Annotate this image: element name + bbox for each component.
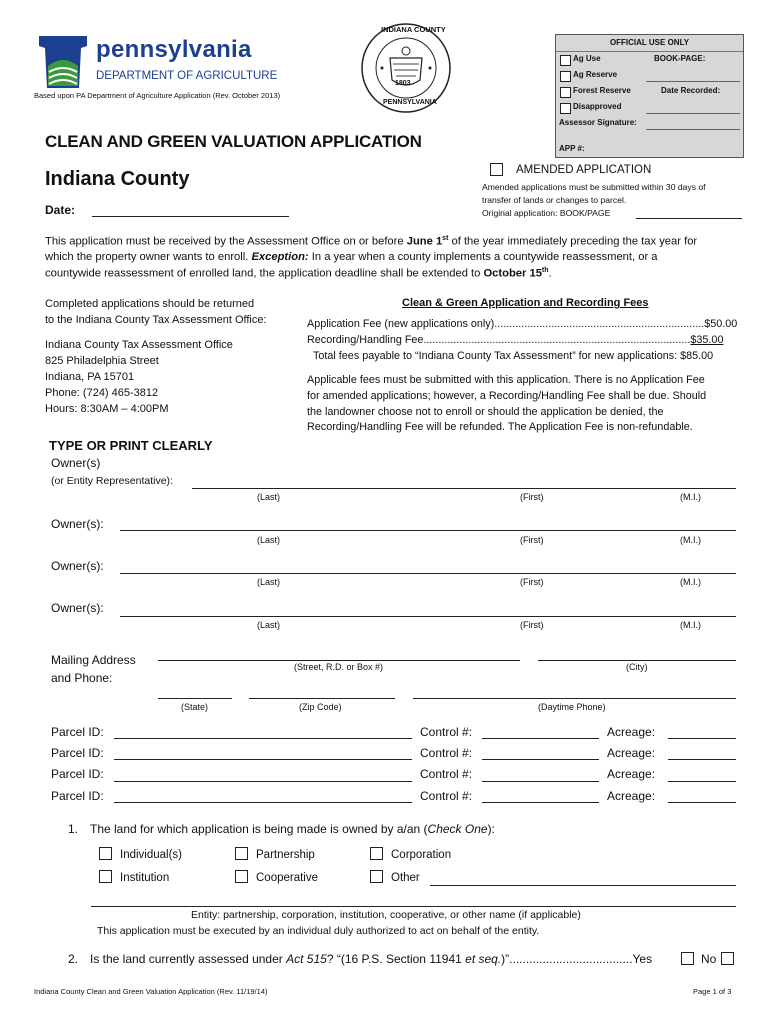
other-label: Other (391, 872, 420, 884)
county-title: Indiana County (45, 168, 190, 190)
no-label: No (701, 952, 717, 966)
form-title: CLEAN AND GREEN VALUATION APPLICATION (45, 132, 422, 151)
seal-year: 1803 (395, 80, 411, 87)
control-field-2[interactable] (482, 759, 599, 760)
control-field-3[interactable] (482, 781, 599, 782)
executed-note: This application must be executed by an individual duly authorized to act on behalf of the entity. (97, 925, 540, 937)
question-2-number: 2. (68, 952, 79, 966)
forest-reserve-label: Forest Reserve (573, 86, 631, 95)
disapproved-checkbox[interactable] (560, 103, 571, 114)
seal-top-text: INDIANA COUNTY (381, 25, 446, 34)
zip-caption: (Zip Code) (299, 702, 342, 712)
acreage-label-3: Acreage: (607, 767, 656, 781)
office-name: Indiana County Tax Assessment Office (45, 339, 233, 351)
city-field[interactable] (538, 660, 736, 661)
date-recorded-label: Date Recorded: (661, 86, 721, 95)
owner-label-4: Owner(s): (51, 601, 104, 615)
acreage-field-4[interactable] (668, 802, 736, 803)
owner-2-first-caption: (First) (520, 535, 544, 545)
state-field[interactable] (158, 698, 232, 699)
parcel-id-label-4: Parcel ID: (51, 789, 104, 803)
owner-4-mi-caption: (M.I.) (680, 620, 701, 630)
question-2-text: Is the land currently assessed under Act 515? “(16 P.S. Section 11941 et seq.)”.....................................Yes (90, 952, 653, 966)
recording-fee: Recording/Handling Fee.........................................................................................$35.00 (307, 334, 724, 346)
owner-3-last-caption: (Last) (257, 577, 281, 587)
assessor-signature-label: Assessor Signature: (559, 118, 637, 127)
other-field[interactable] (430, 885, 736, 886)
date-field[interactable] (92, 216, 289, 217)
owner-3-first-caption: (First) (520, 577, 544, 587)
office-city: Indiana, PA 15701 (45, 371, 135, 383)
footer-title: Indiana County Clean and Green Valuation Application (Rev. 11/19/14) (34, 987, 268, 996)
type-print-heading: TYPE OR PRINT CLEARLY (49, 438, 213, 453)
keystone-logo-icon (35, 36, 91, 88)
amended-note-2: transfer of lands or changes to parcel. (482, 195, 627, 205)
phone-caption: (Daytime Phone) (538, 702, 606, 712)
cooperative-label: Cooperative (256, 872, 319, 884)
partnership-checkbox[interactable] (235, 847, 248, 860)
amended-label: AMENDED APPLICATION (516, 164, 652, 176)
parcel-id-label-2: Parcel ID: (51, 746, 104, 760)
state-caption: (State) (181, 702, 209, 712)
parcel-id-field-1[interactable] (114, 738, 412, 739)
owner-4-last-caption: (Last) (257, 620, 281, 630)
book-page-label: BOOK-PAGE: (654, 54, 706, 63)
parcel-id-field-2[interactable] (114, 759, 412, 760)
street-field[interactable] (158, 660, 520, 661)
owner-3-mi-caption: (M.I.) (680, 577, 701, 587)
institution-label: Institution (120, 872, 170, 884)
intro-line-2: which the property owner wants to enroll. Exception: In a year when a county implements a countywide reassessment, or a (45, 251, 658, 263)
parcel-id-field-3[interactable] (114, 781, 412, 782)
owner-1-last-caption: (Last) (257, 492, 281, 502)
ag-use-checkbox[interactable] (560, 55, 571, 66)
owner-4-first-caption: (First) (520, 620, 544, 630)
office-phone: Phone: (724) 465-3812 (45, 387, 159, 399)
acreage-field-3[interactable] (668, 781, 736, 782)
app-number-label: APP #: (559, 144, 585, 153)
page-number: Page 1 of 3 (693, 987, 732, 996)
control-field-1[interactable] (482, 738, 599, 739)
other-checkbox[interactable] (370, 870, 383, 883)
owner-1-field[interactable] (192, 488, 736, 489)
parcel-id-label-1: Parcel ID: (51, 725, 104, 739)
parcel-id-field-4[interactable] (114, 802, 412, 803)
control-label-2: Control #: (420, 746, 473, 760)
owner-2-last-caption: (Last) (257, 535, 281, 545)
fees-paragraph-4: Recording/Handling Fee will be refunded. The Application Fee is non-refundable. (307, 421, 693, 433)
mailing-address-label: Mailing Address (51, 653, 136, 667)
amended-checkbox[interactable] (490, 163, 503, 176)
acreage-field-2[interactable] (668, 759, 736, 760)
office-hours: Hours: 8:30AM – 4:00PM (45, 403, 169, 415)
owner-label-2: Owner(s): (51, 517, 104, 531)
no-checkbox[interactable] (721, 952, 734, 965)
disapproved-label: Disapproved (573, 102, 622, 111)
forest-reserve-checkbox[interactable] (560, 87, 571, 98)
owner-4-field[interactable] (120, 616, 736, 617)
original-book-page-label: Original application: BOOK/PAGE (482, 208, 611, 218)
corporation-checkbox[interactable] (370, 847, 383, 860)
fees-title: Clean & Green Application and Recording Fees (402, 297, 649, 309)
official-use-title: OFFICIAL USE ONLY (556, 35, 743, 52)
date-label: Date: (45, 203, 76, 217)
institution-checkbox[interactable] (99, 870, 112, 883)
fees-paragraph-3: the landowner choose not to enroll or should the application be denied, the (307, 406, 664, 418)
owner-3-field[interactable] (120, 573, 736, 574)
office-intro-2: to the Indiana County Tax Assessment Office: (45, 314, 267, 326)
original-book-page-field[interactable] (636, 218, 742, 219)
parcel-id-label-3: Parcel ID: (51, 767, 104, 781)
acreage-label-1: Acreage: (607, 725, 656, 739)
owner-1-first-caption: (First) (520, 492, 544, 502)
question-1-number: 1. (68, 822, 79, 836)
logo-department: DEPARTMENT OF AGRICULTURE (96, 70, 278, 82)
acreage-label-2: Acreage: (607, 746, 656, 760)
fees-paragraph-2: for amended applications; however, a Recording/Handling Fee shall be due. Should (307, 390, 707, 402)
daytime-phone-field[interactable] (413, 698, 736, 699)
city-caption: (City) (626, 662, 648, 672)
acreage-label-4: Acreage: (607, 789, 656, 803)
and-phone-label: and Phone: (51, 671, 113, 685)
yes-checkbox[interactable] (681, 952, 694, 965)
owner-2-field[interactable] (120, 530, 736, 531)
control-label-1: Control #: (420, 725, 473, 739)
based-upon-note: Based upon PA Department of Agriculture Application (Rev. October 2013) (34, 91, 281, 100)
owner-label-3: Owner(s): (51, 559, 104, 573)
office-intro-1: Completed applications should be returned (45, 298, 255, 310)
owner-1-mi-caption: (M.I.) (680, 492, 701, 502)
control-label-3: Control #: (420, 767, 473, 781)
fees-paragraph-1: Applicable fees must be submitted with this application. There is no Application Fee (307, 374, 705, 386)
entity-caption: Entity: partnership, corporation, institution, cooperative, or other name (if applicable) (191, 909, 581, 921)
entity-representative-label: (or Entity Representative): (51, 475, 173, 487)
question-1-text: The land for which application is being made is owned by a/an (Check One): (90, 822, 495, 836)
owner-2-mi-caption: (M.I.) (680, 535, 701, 545)
corporation-label: Corporation (391, 849, 452, 861)
ag-use-label: Ag Use (573, 54, 601, 63)
amended-note-1: Amended applications must be submitted within 30 days of (482, 182, 706, 192)
seal-bottom-text: PENNSYLVANIA (383, 99, 437, 106)
street-caption: (Street, R.D. or Box #) (294, 662, 384, 672)
zip-field[interactable] (249, 698, 395, 699)
cooperative-checkbox[interactable] (235, 870, 248, 883)
intro-line-3: countywide reassessment of enrolled land, the application deadline shall be extended to October 15th. (45, 267, 552, 280)
ag-reserve-label: Ag Reserve (573, 70, 618, 79)
official-use-box (555, 34, 744, 158)
owner-label-1: Owner(s) (51, 456, 101, 470)
control-label-4: Control #: (420, 789, 473, 803)
acreage-field-1[interactable] (668, 738, 736, 739)
total-fees: Total fees payable to “Indiana County Tax Assessment” for new applications: $85.00 (313, 350, 714, 362)
entity-name-field[interactable] (91, 906, 736, 907)
ag-reserve-checkbox[interactable] (560, 71, 571, 82)
individual-checkbox[interactable] (99, 847, 112, 860)
intro-line-1: This application must be received by the Assessment Office on or before June 1st of the year immediately preceding the tax year for (45, 235, 698, 248)
individual-label: Individual(s) (120, 849, 182, 861)
control-field-4[interactable] (482, 802, 599, 803)
application-fee: Application Fee (new applications only)......................................................................$50.00 (307, 318, 738, 330)
logo-name: pennsylvania (96, 36, 252, 63)
partnership-label: Partnership (256, 849, 315, 861)
office-street: 825 Philadelphia Street (45, 355, 159, 367)
